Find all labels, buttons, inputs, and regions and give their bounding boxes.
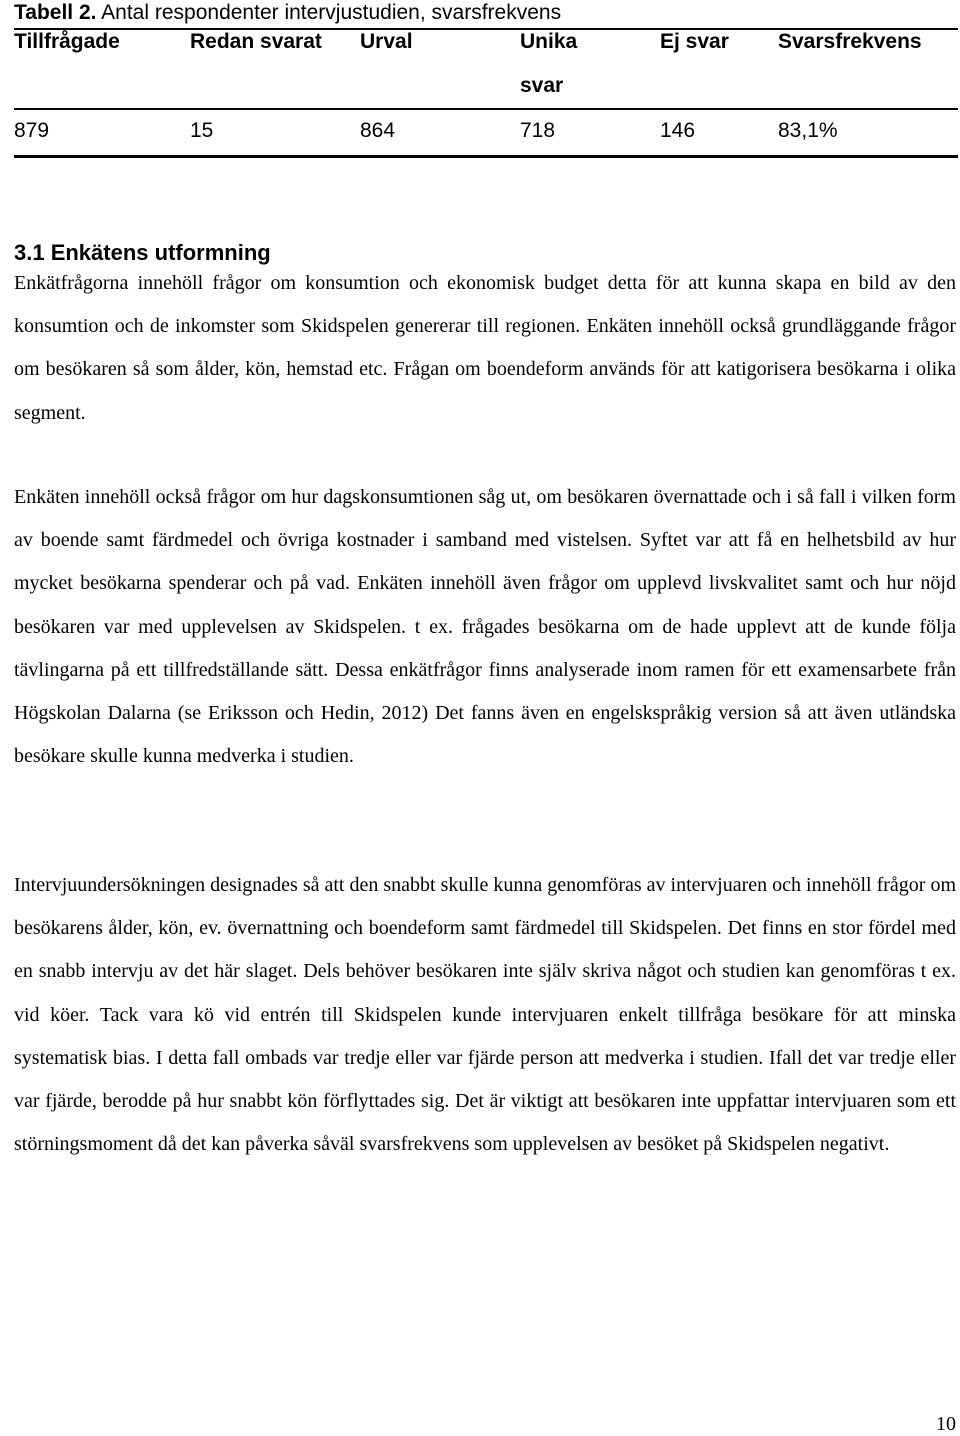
table-caption-label: Tabell 2.: [14, 1, 97, 24]
table-cell-ej-svar: 146: [660, 119, 696, 142]
page-number: 10: [936, 1413, 956, 1435]
paragraph-2: Enkäten innehöll också frågor om hur dagskonsumtionen såg ut, om besökaren övernattade och i så fall i vilken form av boende samt färdmedel och övriga kostnader i samband med vistelsen. Syftet var att få en helhetsbild av hur mycket besökarna spenderar och på vad. Enkäten innehöll även frågor om upplevd livskvalitet samt och hur nöjd besökaren var med upplevelsen av Skidspelen. t ex. frågades besökarna om de hade upplevt att de kunde följa tävlingarna på ett tillfredställande sätt. Dessa enkätfrågor finns analyserade inom ramen för ett examensarbete från Högskolan Dalarna (se Eriksson och Hedin, 2012) Det fanns även en engelskspråkig version så att även utländska besökare skulle kunna medverka i studien.: [14, 486, 956, 768]
table-caption-text: Antal respondenter intervjustudien, svarsfrekvens: [96, 1, 562, 24]
table-bottom-rule: [14, 155, 958, 158]
paragraph-1: Enkätfrågorna innehöll frågor om konsumtion och ekonomisk budget detta för att kunna skapa en bild av den konsumtion och de inkomster som Skidspelen genererar till regionen. Enkäten innehöll också grundläggande frågor om besökaren så som ålder, kön, hemstad etc. Frågan om boendeform används för att katigorisera besökarna i olika segment.: [14, 272, 956, 424]
table-cell-svarsfrekvens: 83,1%: [778, 119, 838, 142]
paragraph-3: Intervjuundersökningen designades så att den snabbt skulle kunna genomföras av intervjuaren och innehöll frågor om besökarens ålder, kön, ev. övernattning och boendeform samt färdmedel till Skidspelen. Det finns en stor fördel med en snabb intervju av det här slaget. Dels behöver besökaren inte själv skriva något och studien kan genomföras t ex. vid köer. Tack vara kö vid entrén till Skidspelen kunde intervjuaren enkelt tillfråga besökare för att minska systematisk bias. I detta fall ombads var tredje eller var fjärde person att medverka i studien. Ifall det var tredje eller var fjärde, berodde på hur snabbt kön förflyttades sig. Det är viktigt att besökaren inte uppfattar intervjuaren som ett störningsmoment då det kan påverka såväl svarsfrekvens som upplevelsen av besöket på Skidspelen negativt.: [14, 874, 956, 1156]
table-cell-redan-svarat: 15: [190, 119, 214, 142]
table-header-ej-svar: Ej svar: [660, 30, 729, 53]
table-header-redan-svarat: Redan svarat: [190, 30, 322, 53]
table-cell-unika: 718: [520, 119, 556, 142]
table-caption: [14, 0, 561, 26]
table-header-unika-continuation: svar: [520, 74, 564, 97]
table-header-rule: [14, 108, 958, 110]
table-header-svarsfrekvens: Svarsfrekvens: [778, 30, 922, 53]
table-header-unika: Unika: [520, 30, 578, 53]
table-header-urval: Urval: [360, 30, 413, 53]
table-cell-tillfragade: 879: [14, 119, 50, 142]
table-header-tillfragade: Tillfrågade: [14, 30, 120, 53]
table-cell-urval: 864: [360, 119, 396, 142]
section-heading: 3.1 Enkätens utformning: [14, 240, 271, 265]
